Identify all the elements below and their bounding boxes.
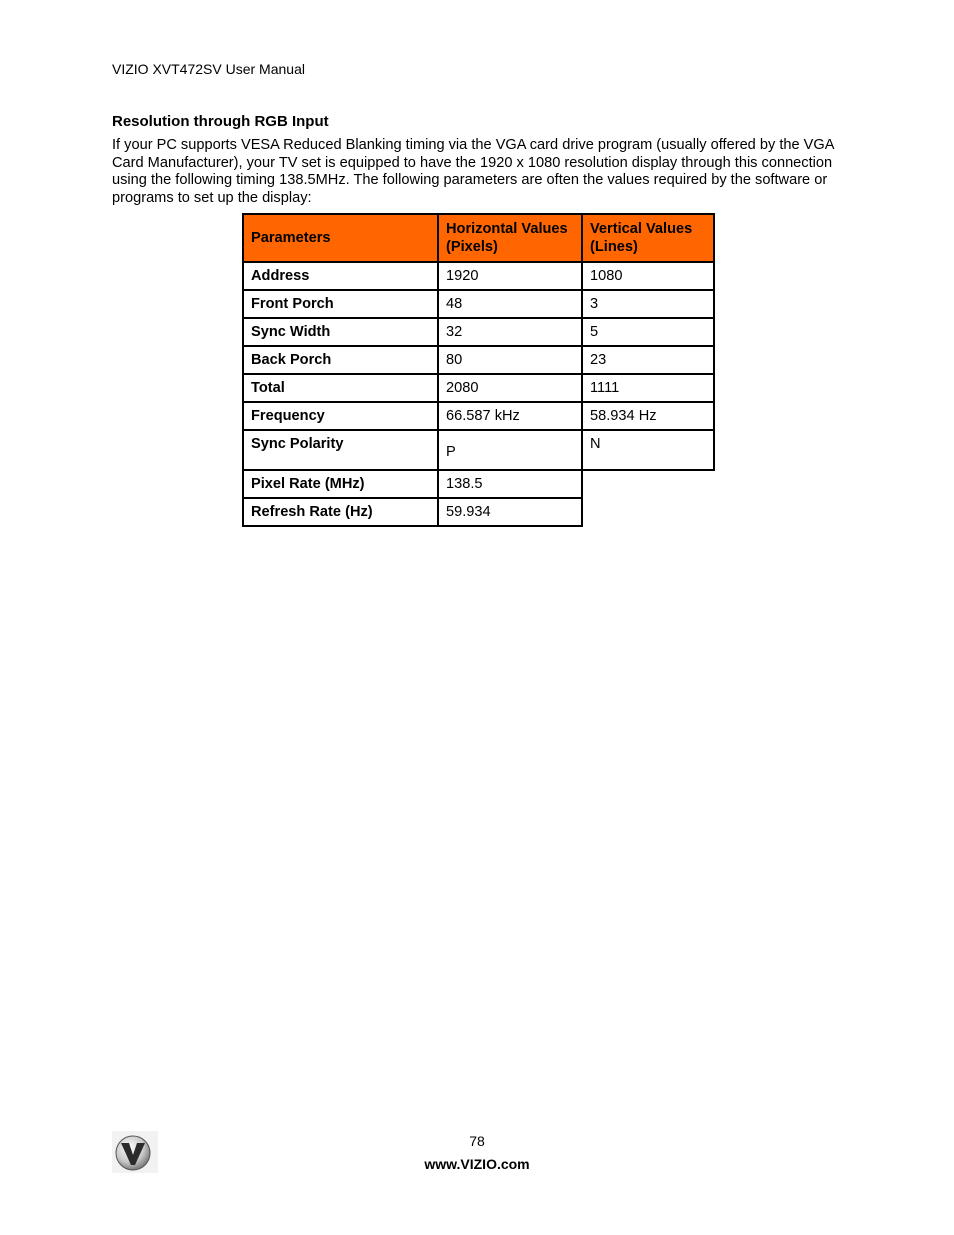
table-row [243, 262, 714, 290]
table-header-cell: Horizontal Values (Pixels) [438, 214, 582, 262]
table-cell: Front Porch [243, 290, 438, 318]
table-cell: Total [243, 374, 438, 402]
table-cell: 3 [582, 290, 714, 318]
table-cell: N [582, 430, 714, 470]
table-header-cell: Parameters [243, 214, 438, 262]
table-row [243, 290, 714, 318]
timing-table [242, 213, 715, 527]
table-cell: 66.587 kHz [438, 402, 582, 430]
header-title: VIZIO XVT472SV User Manual [112, 61, 305, 77]
table-cell: P [438, 430, 582, 470]
table-cell: 80 [438, 346, 582, 374]
table-row [243, 318, 714, 346]
table-row [243, 470, 714, 498]
table-cell: 1920 [438, 262, 582, 290]
table-cell: Sync Polarity [243, 430, 438, 470]
table-cell: 48 [438, 290, 582, 318]
table-cell: 32 [438, 318, 582, 346]
table-cell: 138.5 [438, 470, 582, 498]
table-row [243, 374, 714, 402]
section-heading: Resolution through RGB Input [112, 113, 329, 130]
table-row [243, 498, 714, 526]
table-cell: 59.934 [438, 498, 582, 526]
table-row [243, 430, 714, 470]
table-row [243, 346, 714, 374]
table-cell: 5 [582, 318, 714, 346]
table-row [243, 402, 714, 430]
table-cell: Back Porch [243, 346, 438, 374]
table-cell: Refresh Rate (Hz) [243, 498, 438, 526]
table-cell: 58.934 Hz [582, 402, 714, 430]
table-cell: 2080 [438, 374, 582, 402]
table-cell: Frequency [243, 402, 438, 430]
page-number: 78 [469, 1133, 485, 1149]
table-cell: Address [243, 262, 438, 290]
table-header-cell: Vertical Values (Lines) [582, 214, 714, 262]
table-cell: Pixel Rate (MHz) [243, 470, 438, 498]
intro-paragraph: If your PC supports VESA Reduced Blanking timing via the VGA card drive program (usually offered by the VGA Card Manufacturer), your TV set is equipped to have the 1920 x 1080 resolution display through this connection using the following timing 138.5MHz. The following parameters are often the values required by the software or programs to set up the display: [112, 137, 834, 207]
table-cell: Sync Width [243, 318, 438, 346]
empty-cell [582, 470, 714, 498]
site-url: www.VIZIO.com [424, 1156, 530, 1172]
table-cell: 1111 [582, 374, 714, 402]
table-cell: 23 [582, 346, 714, 374]
table-header-row [243, 214, 714, 262]
empty-cell [582, 498, 714, 526]
table-cell: 1080 [582, 262, 714, 290]
